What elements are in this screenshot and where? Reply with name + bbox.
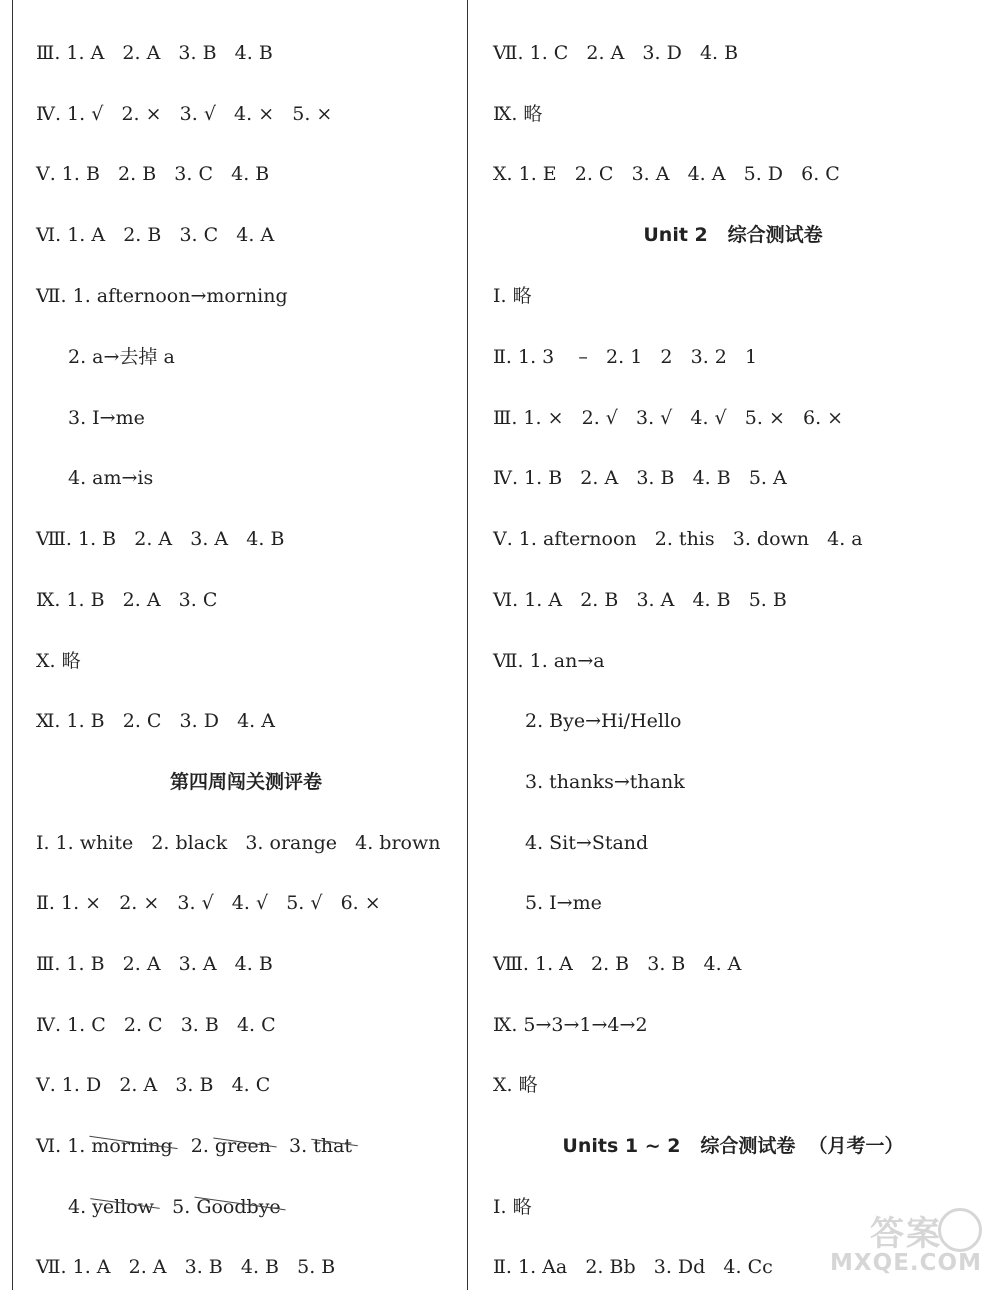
answer-line: Ⅵ. 1. A 2. B 3. A 4. B 5. B — [493, 589, 787, 611]
answer-separator: 3. — [270, 1135, 314, 1157]
answer-line: Ⅱ. 1. Aa 2. Bb 3. Dd 4. Cc — [493, 1256, 773, 1278]
answer-line: Ⅸ. 1. B 2. A 3. C — [36, 589, 218, 611]
marked-word: Goodbye — [196, 1196, 281, 1218]
answer-line: Ⅰ. 略 — [493, 1196, 532, 1218]
marked-word: yellow — [92, 1196, 155, 1218]
answer-line: Ⅶ. 1. an→a — [493, 650, 605, 672]
watermark-circle-icon — [938, 1208, 982, 1252]
answer-line: 3. thanks→thank — [525, 771, 685, 793]
watermark-url: MXQE.COM — [830, 1250, 982, 1276]
marked-word: morning — [91, 1135, 173, 1157]
marked-word: that — [313, 1135, 353, 1157]
answer-line: Ⅹ. 略 — [493, 1074, 538, 1096]
answer-line: Ⅸ. 5→3→1→4→2 — [493, 1014, 648, 1036]
watermark-logo — [802, 1206, 982, 1276]
answer-line — [68, 1195, 281, 1219]
answer-line: 4. am→is — [68, 467, 154, 489]
section-heading: Units 1 ~ 2 综合测试卷 （月考一） — [562, 1135, 904, 1157]
column-divider — [467, 0, 468, 1290]
answer-separator: 5. — [154, 1196, 197, 1218]
answer-line: Ⅶ. 1. afternoon→morning — [36, 285, 288, 307]
answer-line: Ⅷ. 1. B 2. A 3. A 4. B — [36, 528, 285, 550]
answer-line: 3. I→me — [68, 407, 145, 429]
answer-line: 4. Sit→Stand — [525, 832, 649, 854]
answer-line: Ⅹ. 1. E 2. C 3. A 4. A 5. D 6. C — [493, 163, 840, 185]
answer-line: Ⅴ. 1. D 2. A 3. B 4. C — [36, 1074, 271, 1096]
answer-line: Ⅺ. 1. B 2. C 3. D 4. A — [36, 710, 275, 732]
answer-line: Ⅱ. 1. × 2. × 3. √ 4. √ 5. √ 6. × — [36, 892, 381, 914]
section-heading: 第四周闯关测评卷 — [169, 771, 322, 793]
answer-line: Ⅰ. 1. white 2. black 3. orange 4. brown — [36, 832, 441, 854]
answer-line: Ⅹ. 略 — [36, 650, 81, 672]
watermark-text: 答案 — [870, 1214, 942, 1254]
left-margin-rule — [12, 0, 13, 1290]
answer-line: Ⅵ. 1. A 2. B 3. C 4. A — [36, 224, 275, 246]
answer-line: Ⅶ. 1. A 2. A 3. B 4. B 5. B — [36, 1256, 336, 1278]
answer-line: 2. a→去掉 a — [68, 346, 175, 368]
marked-word: green — [214, 1135, 271, 1157]
answer-line — [36, 1134, 352, 1158]
answer-line: Ⅴ. 1. B 2. B 3. C 4. B — [36, 163, 270, 185]
answer-line: Ⅴ. 1. afternoon 2. this 3. down 4. a — [493, 528, 863, 550]
answer-line: Ⅲ. 1. A 2. A 3. B 4. B — [36, 42, 273, 64]
answer-line: 5. I→me — [525, 892, 602, 914]
answer-line: Ⅳ. 1. C 2. C 3. B 4. C — [36, 1014, 276, 1036]
answer-line: Ⅱ. 1. 3 – 2. 1 2 3. 2 1 — [493, 346, 758, 368]
answer-line: Ⅲ. 1. B 2. A 3. A 4. B — [36, 953, 273, 975]
answer-line: Ⅷ. 1. A 2. B 3. B 4. A — [493, 953, 742, 975]
section-heading: Unit 2 综合测试卷 — [643, 224, 823, 246]
answer-prefix: Ⅵ. 1. — [36, 1135, 92, 1157]
answer-separator: 2. — [172, 1135, 215, 1157]
answer-prefix: 4. — [68, 1196, 93, 1218]
answer-line: 2. Bye→Hi/Hello — [525, 710, 682, 732]
answer-line: Ⅲ. 1. × 2. √ 3. √ 4. √ 5. × 6. × — [493, 407, 844, 429]
answer-line: Ⅸ. 略 — [493, 103, 543, 125]
answer-line: Ⅶ. 1. C 2. A 3. D 4. B — [493, 42, 739, 64]
answer-line: Ⅳ. 1. √ 2. × 3. √ 4. × 5. × — [36, 103, 333, 125]
answer-line: Ⅰ. 略 — [493, 285, 532, 307]
answer-line: Ⅳ. 1. B 2. A 3. B 4. B 5. A — [493, 467, 787, 489]
